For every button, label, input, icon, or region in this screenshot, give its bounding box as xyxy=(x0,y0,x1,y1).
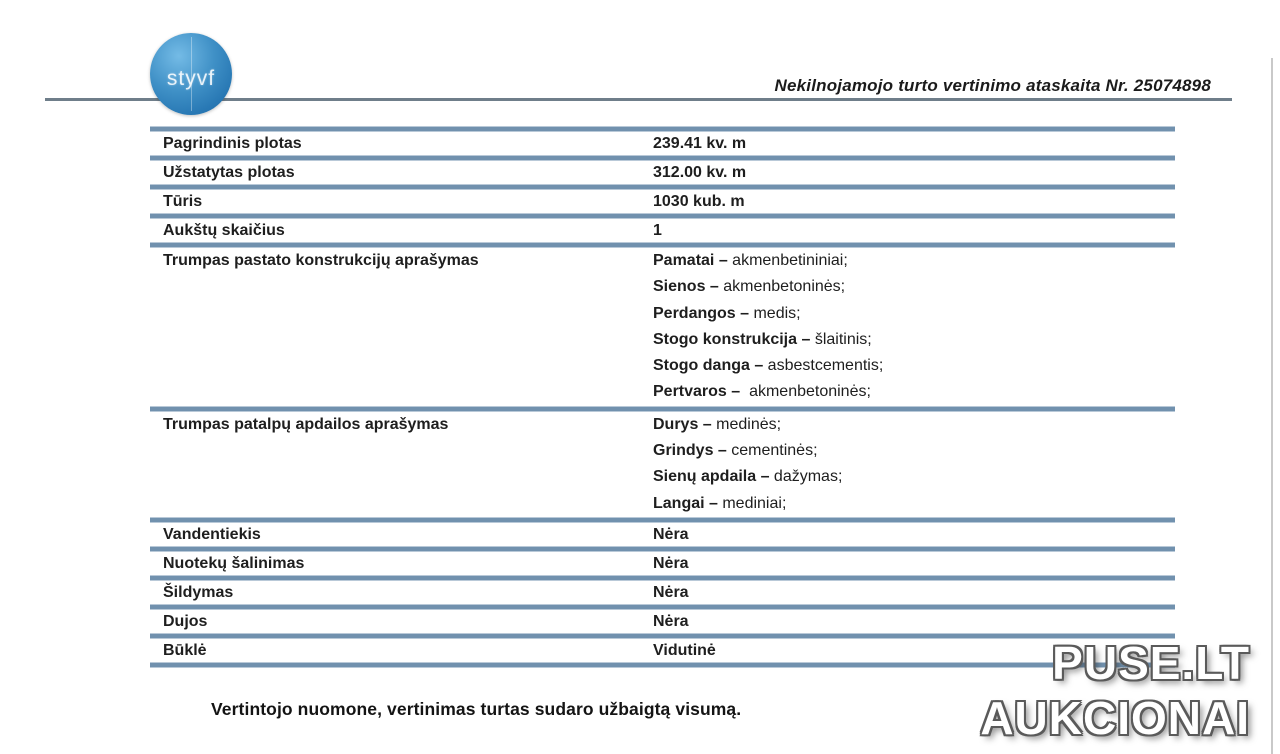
table-row xyxy=(150,161,1175,184)
row-label: Nuotekų šalinimas xyxy=(163,554,305,572)
value-key: Sienos – xyxy=(653,278,719,296)
row-label: Trumpas patalpų apdailos aprašymas xyxy=(163,415,449,433)
row-label: Trumpas pastato konstrukcijų aprašymas xyxy=(163,252,479,269)
row-value-line xyxy=(653,301,1175,327)
value-key: Durys – xyxy=(653,415,712,433)
company-logo xyxy=(150,33,232,115)
value-rest: cementinės; xyxy=(726,442,818,460)
row-label: Šildymas xyxy=(163,583,234,601)
row-label: Užstatytas plotas xyxy=(163,164,295,181)
row-value-line xyxy=(653,610,1175,633)
table-row xyxy=(150,190,1175,213)
row-label: Tūris xyxy=(163,193,203,210)
row-value xyxy=(653,412,1175,517)
value-rest: asbestcementis; xyxy=(763,357,884,375)
row-value-line xyxy=(653,412,1175,438)
row-label: Dujos xyxy=(163,612,208,630)
row-value-line xyxy=(653,132,1175,155)
row-value xyxy=(653,581,1175,604)
row-label: Vandentiekis xyxy=(163,525,261,543)
value-key: Pamatai – xyxy=(653,252,728,269)
table-row xyxy=(150,248,1175,406)
value-key: Nėra xyxy=(653,612,689,630)
watermark-line1: PUSE.LT xyxy=(1052,637,1250,689)
watermark-line2: AUKCIONAI xyxy=(980,692,1250,744)
row-label: Pagrindinis plotas xyxy=(163,135,302,152)
row-value-line xyxy=(653,552,1175,575)
row-value-line xyxy=(653,379,1175,405)
value-key: 239.41 kv. m xyxy=(653,135,747,152)
value-rest: akmenbetoninės; xyxy=(718,278,846,296)
row-value-line xyxy=(653,327,1175,353)
row-value-line xyxy=(653,353,1175,379)
row-value xyxy=(653,610,1175,633)
row-value-line xyxy=(653,190,1175,213)
row-value-line xyxy=(653,464,1175,490)
table-row xyxy=(150,610,1175,633)
row-value xyxy=(653,219,1175,242)
value-key: 312.00 kv. m xyxy=(653,164,747,181)
value-key: 1 xyxy=(653,222,662,239)
value-key: Nėra xyxy=(653,554,689,572)
value-rest: medis; xyxy=(749,304,801,322)
value-key: 1030 kub. m xyxy=(653,193,745,210)
value-rest: šlaitinis; xyxy=(810,330,872,348)
value-key: Nėra xyxy=(653,583,689,601)
row-value-line xyxy=(653,161,1175,184)
value-key: Langai – xyxy=(653,494,718,512)
row-value-line xyxy=(653,219,1175,242)
property-table xyxy=(150,126,1175,668)
page-right-edge xyxy=(1271,58,1273,754)
table-row xyxy=(150,132,1175,155)
value-rest: dažymas; xyxy=(769,468,843,486)
value-key: Nėra xyxy=(653,525,689,543)
value-key: Perdangos – xyxy=(653,304,750,322)
value-rest: akmenbetoninės; xyxy=(740,383,871,401)
row-value-line xyxy=(653,274,1175,300)
value-rest: akmenbetininiai; xyxy=(727,252,848,269)
row-value-line xyxy=(653,581,1175,604)
row-label: Būklė xyxy=(163,641,207,659)
table-row xyxy=(150,523,1175,546)
company-logo-text: styvf xyxy=(166,67,216,90)
row-value-line xyxy=(653,523,1175,546)
row-label: Aukštų skaičius xyxy=(163,222,285,239)
row-value-line xyxy=(653,248,1175,274)
table-row xyxy=(150,552,1175,575)
row-value xyxy=(653,132,1175,155)
value-key: Sienų apdaila – xyxy=(653,468,770,486)
table-row xyxy=(150,581,1175,604)
table-row xyxy=(150,219,1175,242)
value-key: Stogo danga – xyxy=(653,357,764,375)
row-value xyxy=(653,190,1175,213)
row-value-line xyxy=(653,491,1175,517)
row-value xyxy=(653,523,1175,546)
value-key: Stogo konstrukcija – xyxy=(653,330,811,348)
value-rest: medinės; xyxy=(711,415,782,433)
report-title: Nekilnojamojo turto vertinimo ataskaita Nr. 25074898 xyxy=(774,76,1211,95)
value-key: Grindys – xyxy=(653,442,727,460)
row-value xyxy=(653,161,1175,184)
watermark xyxy=(980,636,1250,746)
value-rest: mediniai; xyxy=(717,494,787,512)
row-value xyxy=(653,248,1175,406)
row-value-line xyxy=(653,438,1175,464)
footer-note: Vertintojo nuomone, vertinimas turtas sudaro užbaigtą visumą. xyxy=(211,699,742,719)
row-value xyxy=(653,552,1175,575)
table-row xyxy=(150,412,1175,517)
value-key: Pertvaros – xyxy=(653,383,741,401)
value-key: Vidutinė xyxy=(653,641,716,659)
